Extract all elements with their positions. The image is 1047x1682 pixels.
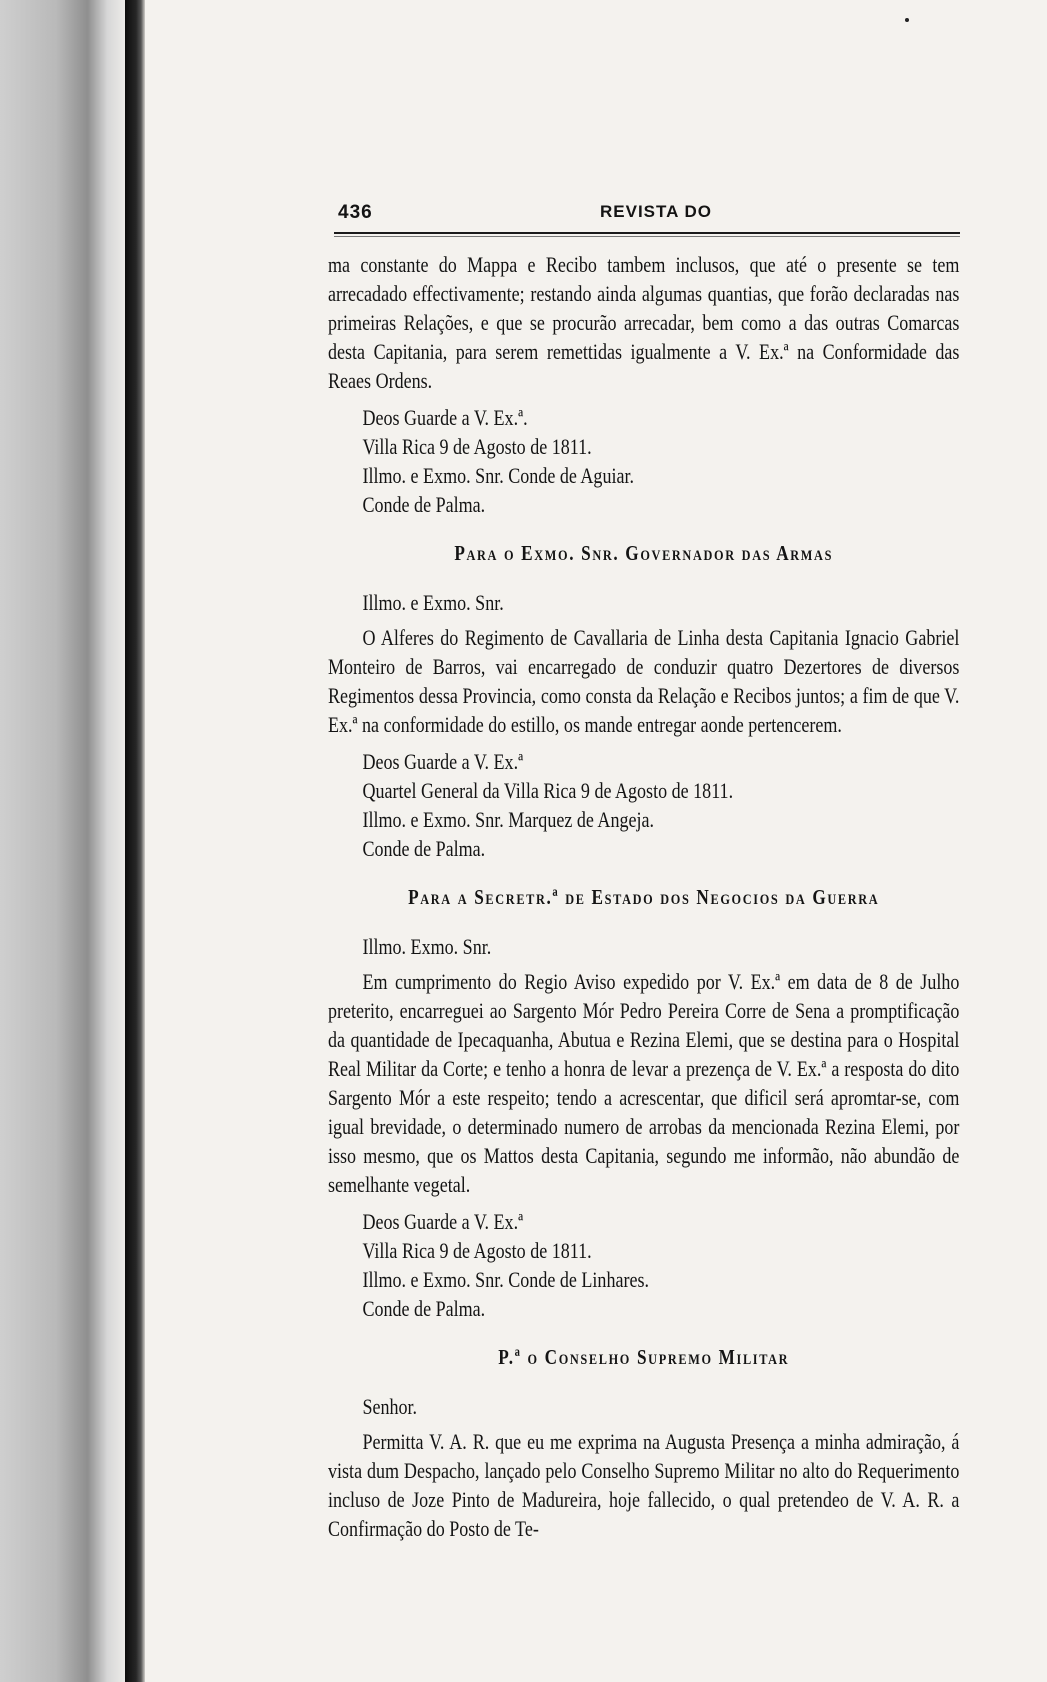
page-number: 436: [338, 202, 373, 223]
header-rule: [334, 232, 960, 234]
header-rule-thin: [334, 236, 960, 237]
letter-1-place-date: Villa Rica 9 de Agosto de 1811.: [362, 434, 592, 459]
letter-4: [328, 1343, 959, 1543]
letter-1-signature: Conde de Palma.: [362, 492, 486, 517]
letter-4-heading: P.ª o Conselho Supremo Militar: [498, 1345, 790, 1369]
letter-2-paragraph: O Alferes do Regimento de Cavallaria de Linha desta Capitania Ignacio Gabriel Monteiro de Barros, vai encarregado de conduzir quatro Dezertores de diversos Regimentos dessa Provincia, como consta da Relação e Recibos juntos; a fim de que V. Ex.ª na conformidade do estillo, os mande entregar aonde pertencerem.: [328, 625, 960, 737]
ink-speck: [905, 18, 909, 22]
page-header: [338, 202, 960, 230]
letter-3-greeting: Deos Guarde a V. Ex.ª: [362, 1209, 524, 1234]
letter-2-place-date: Quartel General da Villa Rica 9 de Agosto de 1811.: [362, 778, 734, 803]
letter-3: [328, 883, 959, 1323]
letter-4-paragraph: Permitta V. A. R. que eu me exprima na Augusta Presença a minha admiração, á vista dum Despacho, lançado pelo Conselho Supremo Militar no alto do Requerimento incluso de Joze Pinto de Madureira, hoje fallecido, o qual pretendeo de V. A. R. a Confirmação do Posto de Te-: [328, 1429, 960, 1541]
letter-2-heading: Para o Exmo. Snr. Governador das Armas: [454, 541, 834, 565]
running-head: REVISTA DO: [600, 202, 713, 221]
letter-3-addressee: Illmo. e Exmo. Snr. Conde de Linhares.: [362, 1267, 650, 1292]
book-spine: [125, 0, 145, 1682]
letter-1: [328, 250, 959, 519]
letter-3-signature: Conde de Palma.: [362, 1296, 486, 1321]
letter-3-salutation: Illmo. Exmo. Snr.: [362, 934, 492, 959]
letter-1-greeting: Deos Guarde a V. Ex.ª.: [362, 405, 528, 430]
letter-2-salutation: Illmo. e Exmo. Snr.: [362, 590, 504, 615]
letter-2: [328, 539, 959, 863]
page-body: [328, 250, 960, 1543]
letter-1-addressee: Illmo. e Exmo. Snr. Conde de Aguiar.: [362, 463, 635, 488]
book-binding: [0, 0, 125, 1682]
letter-2-addressee: Illmo. e Exmo. Snr. Marquez de Angeja.: [362, 807, 655, 832]
letter-4-salutation: Senhor.: [362, 1394, 418, 1419]
letter-3-paragraph: Em cumprimento do Regio Aviso expedido por V. Ex.ª em data de 8 de Julho preterito, encarreguei ao Sargento Mór Pedro Pereira Corre de Sena a promptificação da quantidade de Ipecaquanha, Abutua e Rezina Elemi, que se destina para o Hospital Real Militar da Corte; e tenho a honra de levar a prezença de V. Ex.ª a resposta do dito Sargento Mór a este respeito; tendo a acrescentar, que dificil será apromtar-se, com igual brevidade, o determinado numero de arrobas da mencionada Rezina Elemi, por isso mesmo, que os Mattos desta Capitania, segundo me informão, não abundão de semelhante vegetal.: [328, 969, 960, 1197]
letter-2-greeting: Deos Guarde a V. Ex.ª: [362, 749, 524, 774]
letter-3-heading: Para a Secretr.ª de Estado dos Negocios da Guerra: [408, 885, 880, 909]
letter-1-paragraph: ma constante do Mappa e Recibo tambem inclusos, que até o presente se tem arrecadado effectivamente; restando ainda algumas quantias, que forão declaradas nas primeiras Relações, e que se procurão arrecadar, bem como a das outras Comarcas desta Capitania, para serem remettidas igualmente a V. Ex.ª na Conformidade das Reaes Ordens.: [328, 252, 960, 393]
letter-2-signature: Conde de Palma.: [362, 836, 486, 861]
letter-3-place-date: Villa Rica 9 de Agosto de 1811.: [362, 1238, 592, 1263]
